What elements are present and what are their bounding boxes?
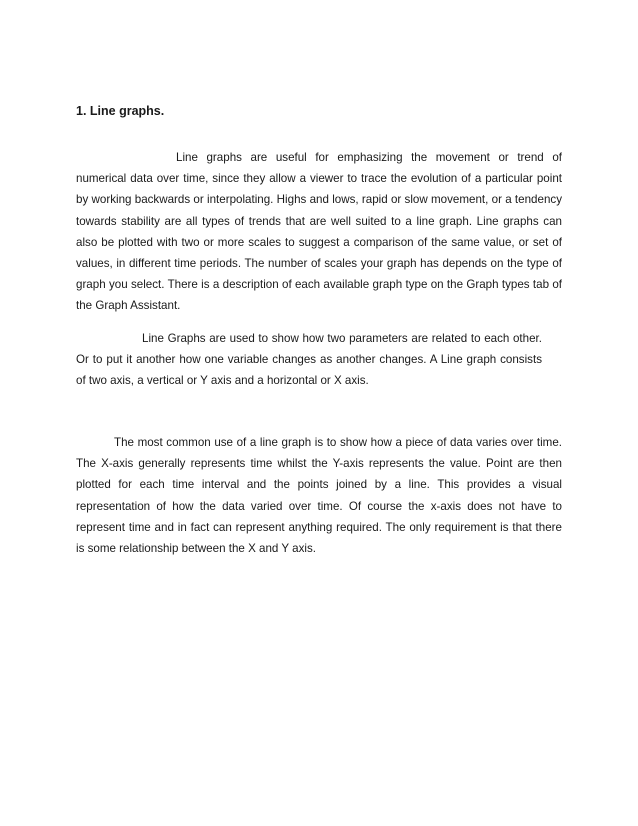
section-heading: 1. Line graphs. xyxy=(76,104,165,118)
paragraph-common-use: The most common use of a line graph is to show how a piece of data varies over time. The X-axis generally represents time whilst the Y-axis represents the value. Point are then plotted for each time interval and the points joined by a line. This provides a visual representation of how the data varied over time. Of course the x-axis does not have to represent time and in fact can represent anything required. The only requirement is that there is some relationship between the X and Y axis. xyxy=(76,436,562,556)
paragraph-intro: Line graphs are useful for emphasizing the movement or trend of numerical data over time, since they allow a viewer to trace the evolution of a particular point by working backwards or interpolating. Highs and lows, rapid or slow movement, or a tendency towards stability are all types of trends that are well suited to a line graph. Line graphs can also be plotted with two or more scales to suggest a comparison of the same value, or set of values, in different time periods. The number of scales your graph has depends on the type of graph you select. There is a description of each available graph type on the Graph types tab of the Graph Assistant. xyxy=(76,151,562,313)
paragraph-definition: Line Graphs are used to show how two parameters are related to each other. Or to put it another how one variable changes as another changes. A Line graph consists of two axis, a vertical or Y axis and a horizontal or X axis. xyxy=(76,332,542,388)
